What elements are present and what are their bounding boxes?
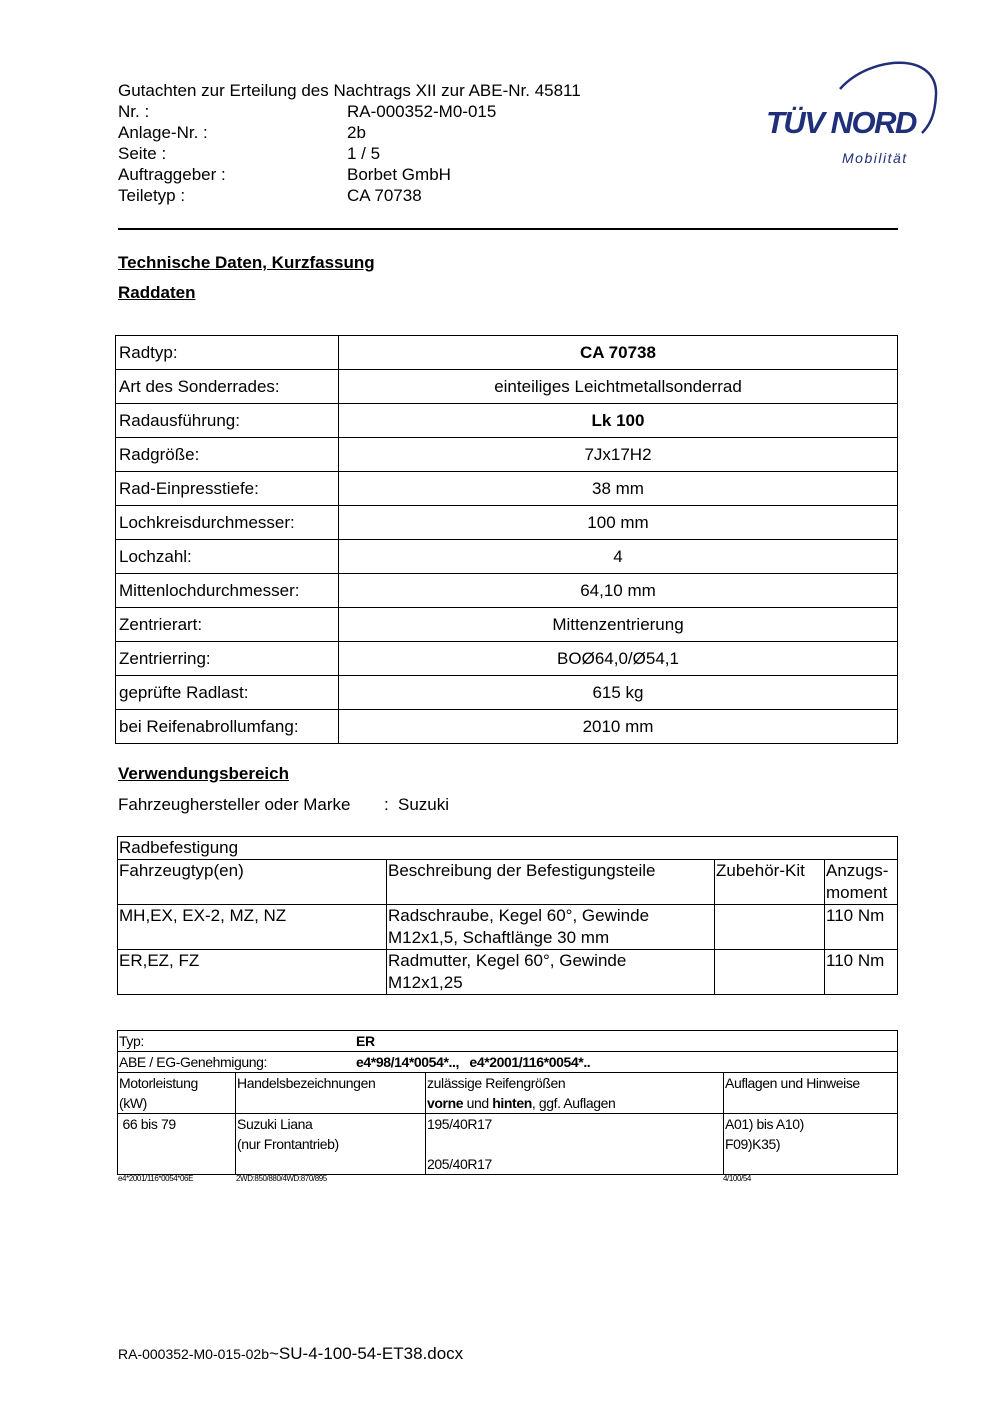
type-row <box>118 1031 898 1052</box>
fixing-title: Radbefestigung <box>118 837 898 860</box>
row-value: 100 mm <box>339 506 898 540</box>
type-label: Typ: <box>119 1033 144 1049</box>
field-value-auftraggeber: Borbet GmbH <box>347 165 451 184</box>
tyre-rear-label: hinten <box>492 1095 532 1111</box>
notes <box>724 1114 898 1175</box>
type-cell <box>118 1031 898 1052</box>
row-label: Rad-Einpresstiefe: <box>116 472 339 506</box>
field-label-teiletyp: Teiletyp : <box>118 186 186 205</box>
tyre-size: 205/40R17 <box>427 1156 492 1172</box>
table-row <box>118 905 898 950</box>
file-footer <box>118 1344 463 1364</box>
header-trade-names: Handelsbezeichnungen <box>236 1073 426 1114</box>
table-row <box>116 642 898 676</box>
fixing-description <box>387 905 715 950</box>
footer-file-name: ~SU-4-100-54-ET38.docx <box>268 1344 464 1363</box>
fixing-description-line: Radschraube, Kegel 60°, Gewinde <box>388 906 650 925</box>
table-row <box>116 370 898 404</box>
vehicle-types: MH,EX, EX-2, MZ, NZ <box>118 905 387 950</box>
table-row <box>118 950 898 995</box>
field-label-nr: Nr. : <box>118 102 150 121</box>
row-label: Zentrierring: <box>116 642 339 676</box>
row-value: 64,10 mm <box>339 574 898 608</box>
row-value: CA 70738 <box>339 336 898 370</box>
table-row <box>118 1114 898 1175</box>
fixing-description-line: M12x1,5, Schaftlänge 30 mm <box>388 928 610 947</box>
field-value-nr: RA-000352-M0-015 <box>347 102 497 121</box>
header-power <box>118 1073 236 1114</box>
header-tyre-line: zulässige Reifengrößen <box>427 1075 566 1091</box>
header-vehicle-types: Fahrzeugtyp(en) <box>118 860 387 905</box>
trade-name-line: Suzuki Liana <box>237 1116 313 1132</box>
header-accessory-kit: Zubehör-Kit <box>715 860 825 905</box>
notes-line: F09)K35) <box>725 1136 781 1152</box>
row-value: 4 <box>339 540 898 574</box>
footnote-approval-number: e4*2001/116*0054*06E <box>118 1174 194 1183</box>
row-label: Lochzahl: <box>116 540 339 574</box>
manufacturer-label: Fahrzeughersteller oder Marke <box>118 795 351 814</box>
table-title-row <box>118 837 898 860</box>
section-heading-wheel: Raddaten <box>118 283 196 302</box>
tyre-front-label: vorne <box>427 1095 464 1111</box>
row-value: Mittenzentrierung <box>339 608 898 642</box>
header-power-line: Motorleistung <box>119 1075 198 1091</box>
tuev-nord-logo <box>760 55 945 170</box>
row-label: Lochkreisdurchmesser: <box>116 506 339 540</box>
tyre-rest-label: , ggf. Auflagen <box>531 1095 616 1111</box>
row-label: bei Reifenabrollumfang: <box>116 710 339 744</box>
row-value: einteiliges Leichtmetallsonderrad <box>339 370 898 404</box>
power-value: 66 bis 79 <box>118 1114 236 1175</box>
manufacturer-separator: : <box>384 795 389 814</box>
approval-table <box>117 1030 898 1175</box>
vehicle-types: ER,EZ, FZ <box>118 950 387 995</box>
torque-value: 110 Nm <box>825 905 898 950</box>
header-power-unit: (kW) <box>119 1095 147 1111</box>
field-value-anlage: 2b <box>347 123 366 142</box>
abe-row <box>118 1052 898 1073</box>
header-tyre-sizes <box>426 1073 724 1114</box>
fixing-description <box>387 950 715 995</box>
row-label: Zentrierart: <box>116 608 339 642</box>
header-fixing-description: Beschreibung der Befestigungsteile <box>387 860 715 905</box>
table-row <box>116 540 898 574</box>
row-label: Mittenlochdurchmesser: <box>116 574 339 608</box>
footnote-axle-loads: 2WD:850/880/4WD:870/895 <box>236 1174 327 1183</box>
document-title: Gutachten zur Erteilung des Nachtrags XII zur ABE-Nr. 45811 <box>118 81 581 100</box>
row-value: BOØ64,0/Ø54,1 <box>339 642 898 676</box>
manufacturer-value: Suzuki <box>398 795 450 814</box>
abe-label: ABE / EG-Genehmigung: <box>119 1054 268 1070</box>
row-label: Radgröße: <box>116 438 339 472</box>
notes-line: A01) bis A10) <box>725 1116 804 1132</box>
field-label-auftraggeber: Auftraggeber : <box>118 165 226 184</box>
footer-document-id: RA-000352-M0-015-02b <box>118 1346 269 1362</box>
section-heading-usage: Verwendungsbereich <box>118 764 289 783</box>
accessory-kit <box>715 905 825 950</box>
abe-cell <box>118 1052 898 1073</box>
field-value-teiletyp: CA 70738 <box>347 186 422 205</box>
wheel-fixing-table <box>117 836 898 995</box>
fixing-description-line: Radmutter, Kegel 60°, Gewinde <box>388 951 627 970</box>
table-row <box>116 574 898 608</box>
accessory-kit <box>715 950 825 995</box>
row-value: Lk 100 <box>339 404 898 438</box>
row-value: 38 mm <box>339 472 898 506</box>
header-tyre-positions <box>427 1093 722 1113</box>
table-row <box>116 676 898 710</box>
table-row <box>116 506 898 540</box>
header-divider <box>118 228 898 230</box>
section-heading-tech: Technische Daten, Kurzfassung <box>118 253 375 272</box>
trade-name <box>236 1114 426 1175</box>
trade-name-note: (nur Frontantrieb) <box>237 1136 339 1152</box>
header-torque: Anzugs- moment <box>825 860 898 905</box>
table-row <box>116 404 898 438</box>
row-label: geprüfte Radlast: <box>116 676 339 710</box>
logo-subtitle: Mobilität <box>842 150 908 166</box>
header-notes: Auflagen und Hinweise <box>724 1073 898 1114</box>
field-label-anlage: Anlage-Nr. : <box>118 123 208 142</box>
row-label: Art des Sonderrades: <box>116 370 339 404</box>
table-row <box>116 710 898 744</box>
field-value-seite: 1 / 5 <box>347 144 381 163</box>
abe-value: e4*98/14*0054*.., e4*2001/116*0054*.. <box>356 1054 591 1070</box>
tyre-sizes <box>426 1114 724 1175</box>
footnote-pcd-code: 4/100/54 <box>723 1174 751 1183</box>
table-row <box>116 608 898 642</box>
torque-value: 110 Nm <box>825 950 898 995</box>
row-label: Radausführung: <box>116 404 339 438</box>
table-row <box>116 336 898 370</box>
table-header-row <box>118 1073 898 1114</box>
table-row <box>116 438 898 472</box>
tyre-and-label: und <box>463 1095 493 1111</box>
row-value: 2010 mm <box>339 710 898 744</box>
logo-wordmark: TÜV NORD <box>766 105 916 140</box>
row-value: 7Jx17H2 <box>339 438 898 472</box>
row-value: 615 kg <box>339 676 898 710</box>
type-value: ER <box>356 1033 375 1049</box>
row-label: Radtyp: <box>116 336 339 370</box>
wheel-data-table <box>115 335 898 744</box>
table-row <box>116 472 898 506</box>
table-header-row <box>118 860 898 905</box>
field-label-seite: Seite : <box>118 144 167 163</box>
tyre-size: 195/40R17 <box>427 1116 492 1132</box>
fixing-description-line: M12x1,25 <box>388 973 463 992</box>
manufacturer-line <box>118 795 450 815</box>
